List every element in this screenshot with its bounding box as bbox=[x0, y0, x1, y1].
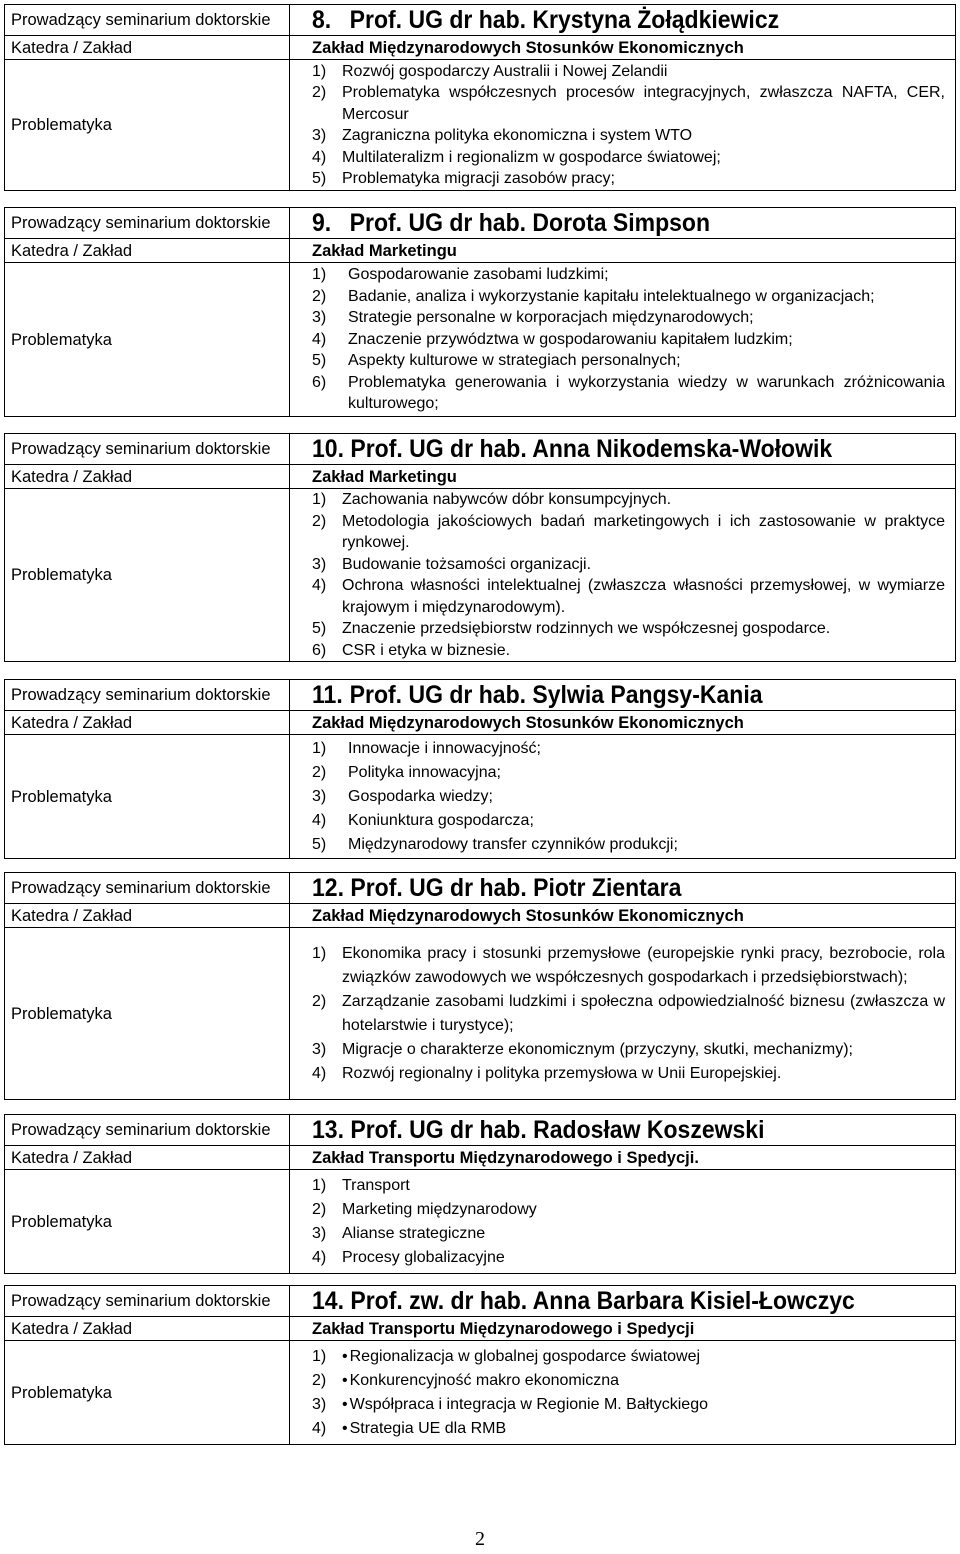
list-item: 1) Rozwój gospodarczy Australii i Nowej Zelandii bbox=[312, 62, 668, 80]
seminar-leader-name: 9. Prof. UG dr hab. Dorota Simpson bbox=[312, 209, 711, 237]
list-item: 2) Metodologia jakościowych badań marketingowych i ich zastosowanie w praktyce rynkowej. bbox=[312, 512, 945, 551]
list-item: 3) Zagraniczna polityka ekonomiczna i system WTO bbox=[312, 127, 693, 144]
list-item: 2) Polityka innowacyjna; bbox=[312, 763, 501, 781]
topics-list bbox=[312, 942, 945, 1086]
department-name: Zakład Transportu Międzynarodowego i Spedycji bbox=[312, 1319, 695, 1338]
list-item: 5) Problematyka migracji zasobów pracy; bbox=[312, 170, 615, 187]
seminar-table-8 bbox=[4, 4, 956, 191]
seminar-table-11 bbox=[4, 679, 956, 859]
seminar-leader-name: 14. Prof. zw. dr hab. Anna Barbara Kisiel-Łowczyc bbox=[312, 1287, 855, 1315]
list-item: 3) Alianse strategiczne bbox=[312, 1224, 486, 1242]
page-number: 2 bbox=[475, 1528, 485, 1550]
department-label: Katedra / Zakład bbox=[5, 239, 290, 263]
lead-label: Prowadzący seminarium doktorskie bbox=[5, 680, 290, 711]
list-item: 2) Problematyka współczesnych procesów integracyjnych, zwłaszcza NAFTA, CER, Mercosur bbox=[312, 84, 945, 123]
list-item: 4) • Strategia UE dla RMB bbox=[312, 1417, 945, 1441]
list-item: 1) Transport bbox=[312, 1176, 410, 1194]
topics-list bbox=[312, 1345, 945, 1441]
topics-label: Problematyka bbox=[5, 928, 290, 1100]
list-item: 5) Znaczenie przedsiębiorstw rodzinnych we współczesnej gospodarce. bbox=[312, 620, 831, 637]
bullet-text: • Konkurencyjność makro ekonomiczna bbox=[342, 1372, 619, 1389]
list-item: 5) Międzynarodowy transfer czynników produkcji; bbox=[312, 835, 678, 853]
list-item: 1) • Regionalizacja w globalnej gospodarce światowej bbox=[312, 1345, 945, 1369]
seminar-table-9 bbox=[4, 207, 956, 417]
topics-list bbox=[312, 737, 945, 857]
bullet-text: • Strategia UE dla RMB bbox=[342, 1420, 506, 1437]
lead-label: Prowadzący seminarium doktorskie bbox=[5, 1115, 290, 1146]
list-item: 3) Budowanie tożsamości organizacji. bbox=[312, 555, 592, 573]
list-item: 1) Gospodarowanie zasobami ludzkimi; bbox=[312, 266, 609, 284]
topics-label: Problematyka bbox=[5, 1170, 290, 1274]
lead-label: Prowadzący seminarium doktorskie bbox=[5, 5, 290, 36]
seminar-leader-name: 12. Prof. UG dr hab. Piotr Zientara bbox=[312, 874, 682, 902]
seminar-table-13 bbox=[4, 1114, 956, 1274]
list-item: 4) Rozwój regionalny i polityka przemysłowa w Unii Europejskiej. bbox=[312, 1064, 782, 1082]
bullet-text: • Regionalizacja w globalnej gospodarce światowej bbox=[342, 1348, 700, 1365]
list-item: 1) Ekonomika pracy i stosunki przemysłowe (europejskie rynki pracy, bezrobocie, rola związków zawodowych we współczesnych gospodarkach i przedsiębiorstwach); bbox=[312, 944, 945, 986]
seminar-leader-name: 8. Prof. UG dr hab. Krystyna Żołądkiewicz bbox=[312, 6, 780, 34]
topics-label: Problematyka bbox=[5, 60, 290, 191]
list-item: 6) Problematyka generowania i wykorzystania wiedzy w warunkach zróżnicowania kulturowego; bbox=[312, 373, 945, 413]
list-item: 2) Marketing międzynarodowy bbox=[312, 1200, 537, 1218]
lead-label: Prowadzący seminarium doktorskie bbox=[5, 434, 290, 465]
topics-label: Problematyka bbox=[5, 735, 290, 859]
list-item: 4) Procesy globalizacyjne bbox=[312, 1248, 505, 1266]
topics-list bbox=[312, 489, 945, 661]
topics-list bbox=[312, 61, 945, 190]
list-item: 6) CSR i etyka w biznesie. bbox=[312, 641, 511, 659]
seminar-leader-name: 13. Prof. UG dr hab. Radosław Koszewski bbox=[312, 1116, 765, 1144]
list-item: 2) Zarządzanie zasobami ludzkimi i społeczna odpowiedzialność biznesu (zwłaszcza w hotelarstwie i turystyce); bbox=[312, 992, 945, 1034]
department-label: Katedra / Zakład bbox=[5, 1317, 290, 1341]
department-name: Zakład Marketingu bbox=[312, 241, 457, 260]
seminar-table-12 bbox=[4, 872, 956, 1100]
department-label: Katedra / Zakład bbox=[5, 711, 290, 735]
lead-label: Prowadzący seminarium doktorskie bbox=[5, 1286, 290, 1317]
list-item: 2) • Konkurencyjność makro ekonomiczna bbox=[312, 1369, 945, 1393]
department-name: Zakład Międzynarodowych Stosunków Ekonomicznych bbox=[312, 713, 744, 732]
list-item: 3) Migracje o charakterze ekonomicznym (przyczyny, skutki, mechanizmy); bbox=[312, 1040, 853, 1058]
list-item: 4) Koniunktura gospodarcza; bbox=[312, 811, 534, 829]
department-label: Katedra / Zakład bbox=[5, 465, 290, 489]
list-item: 2) Badanie, analiza i wykorzystanie kapitału intelektualnego w organizacjach; bbox=[312, 287, 875, 305]
list-item: 3) Gospodarka wiedzy; bbox=[312, 787, 493, 805]
department-name: Zakład Międzynarodowych Stosunków Ekonomicznych bbox=[312, 38, 744, 57]
bullet-text: • Współpraca i integracja w Regionie M. Bałtyckiego bbox=[342, 1396, 708, 1413]
topics-list bbox=[312, 264, 945, 415]
topics-label: Problematyka bbox=[5, 1341, 290, 1445]
department-name: Zakład Międzynarodowych Stosunków Ekonomicznych bbox=[312, 906, 744, 925]
department-label: Katedra / Zakład bbox=[5, 1146, 290, 1170]
department-name: Zakład Transportu Międzynarodowego i Spedycji. bbox=[312, 1148, 699, 1167]
department-label: Katedra / Zakład bbox=[5, 36, 290, 60]
lead-label: Prowadzący seminarium doktorskie bbox=[5, 873, 290, 904]
seminar-table-14 bbox=[4, 1285, 956, 1445]
list-item: 4) Ochrona własności intelektualnej (zwłaszcza własności przemysłowej, w wymiarze krajowym i międzynarodowym). bbox=[312, 577, 945, 616]
seminar-table-10 bbox=[4, 433, 956, 662]
list-item: 5) Aspekty kulturowe w strategiach personalnych; bbox=[312, 352, 681, 370]
seminar-leader-name: 10. Prof. UG dr hab. Anna Nikodemska-Wołowik bbox=[312, 435, 833, 463]
list-item: 3) • Współpraca i integracja w Regionie M. Bałtyckiego bbox=[312, 1393, 945, 1417]
list-item: 3) Strategie personalne w korporacjach międzynarodowych; bbox=[312, 309, 754, 327]
topics-label: Problematyka bbox=[5, 263, 290, 417]
list-item: 1) Innowacje i innowacyjność; bbox=[312, 739, 541, 757]
list-item: 4) Znaczenie przywództwa w gospodarowaniu kapitałem ludzkim; bbox=[312, 330, 793, 348]
department-label: Katedra / Zakład bbox=[5, 904, 290, 928]
seminar-leader-name: 11. Prof. UG dr hab. Sylwia Pangsy-Kania bbox=[312, 681, 763, 709]
topics-list bbox=[312, 1174, 945, 1270]
department-name: Zakład Marketingu bbox=[312, 467, 457, 486]
lead-label: Prowadzący seminarium doktorskie bbox=[5, 208, 290, 239]
topics-label: Problematyka bbox=[5, 489, 290, 662]
list-item: 4) Multilateralizm i regionalizm w gospodarce światowej; bbox=[312, 148, 721, 166]
list-item: 1) Zachowania nabywców dóbr konsumpcyjnych. bbox=[312, 491, 672, 508]
